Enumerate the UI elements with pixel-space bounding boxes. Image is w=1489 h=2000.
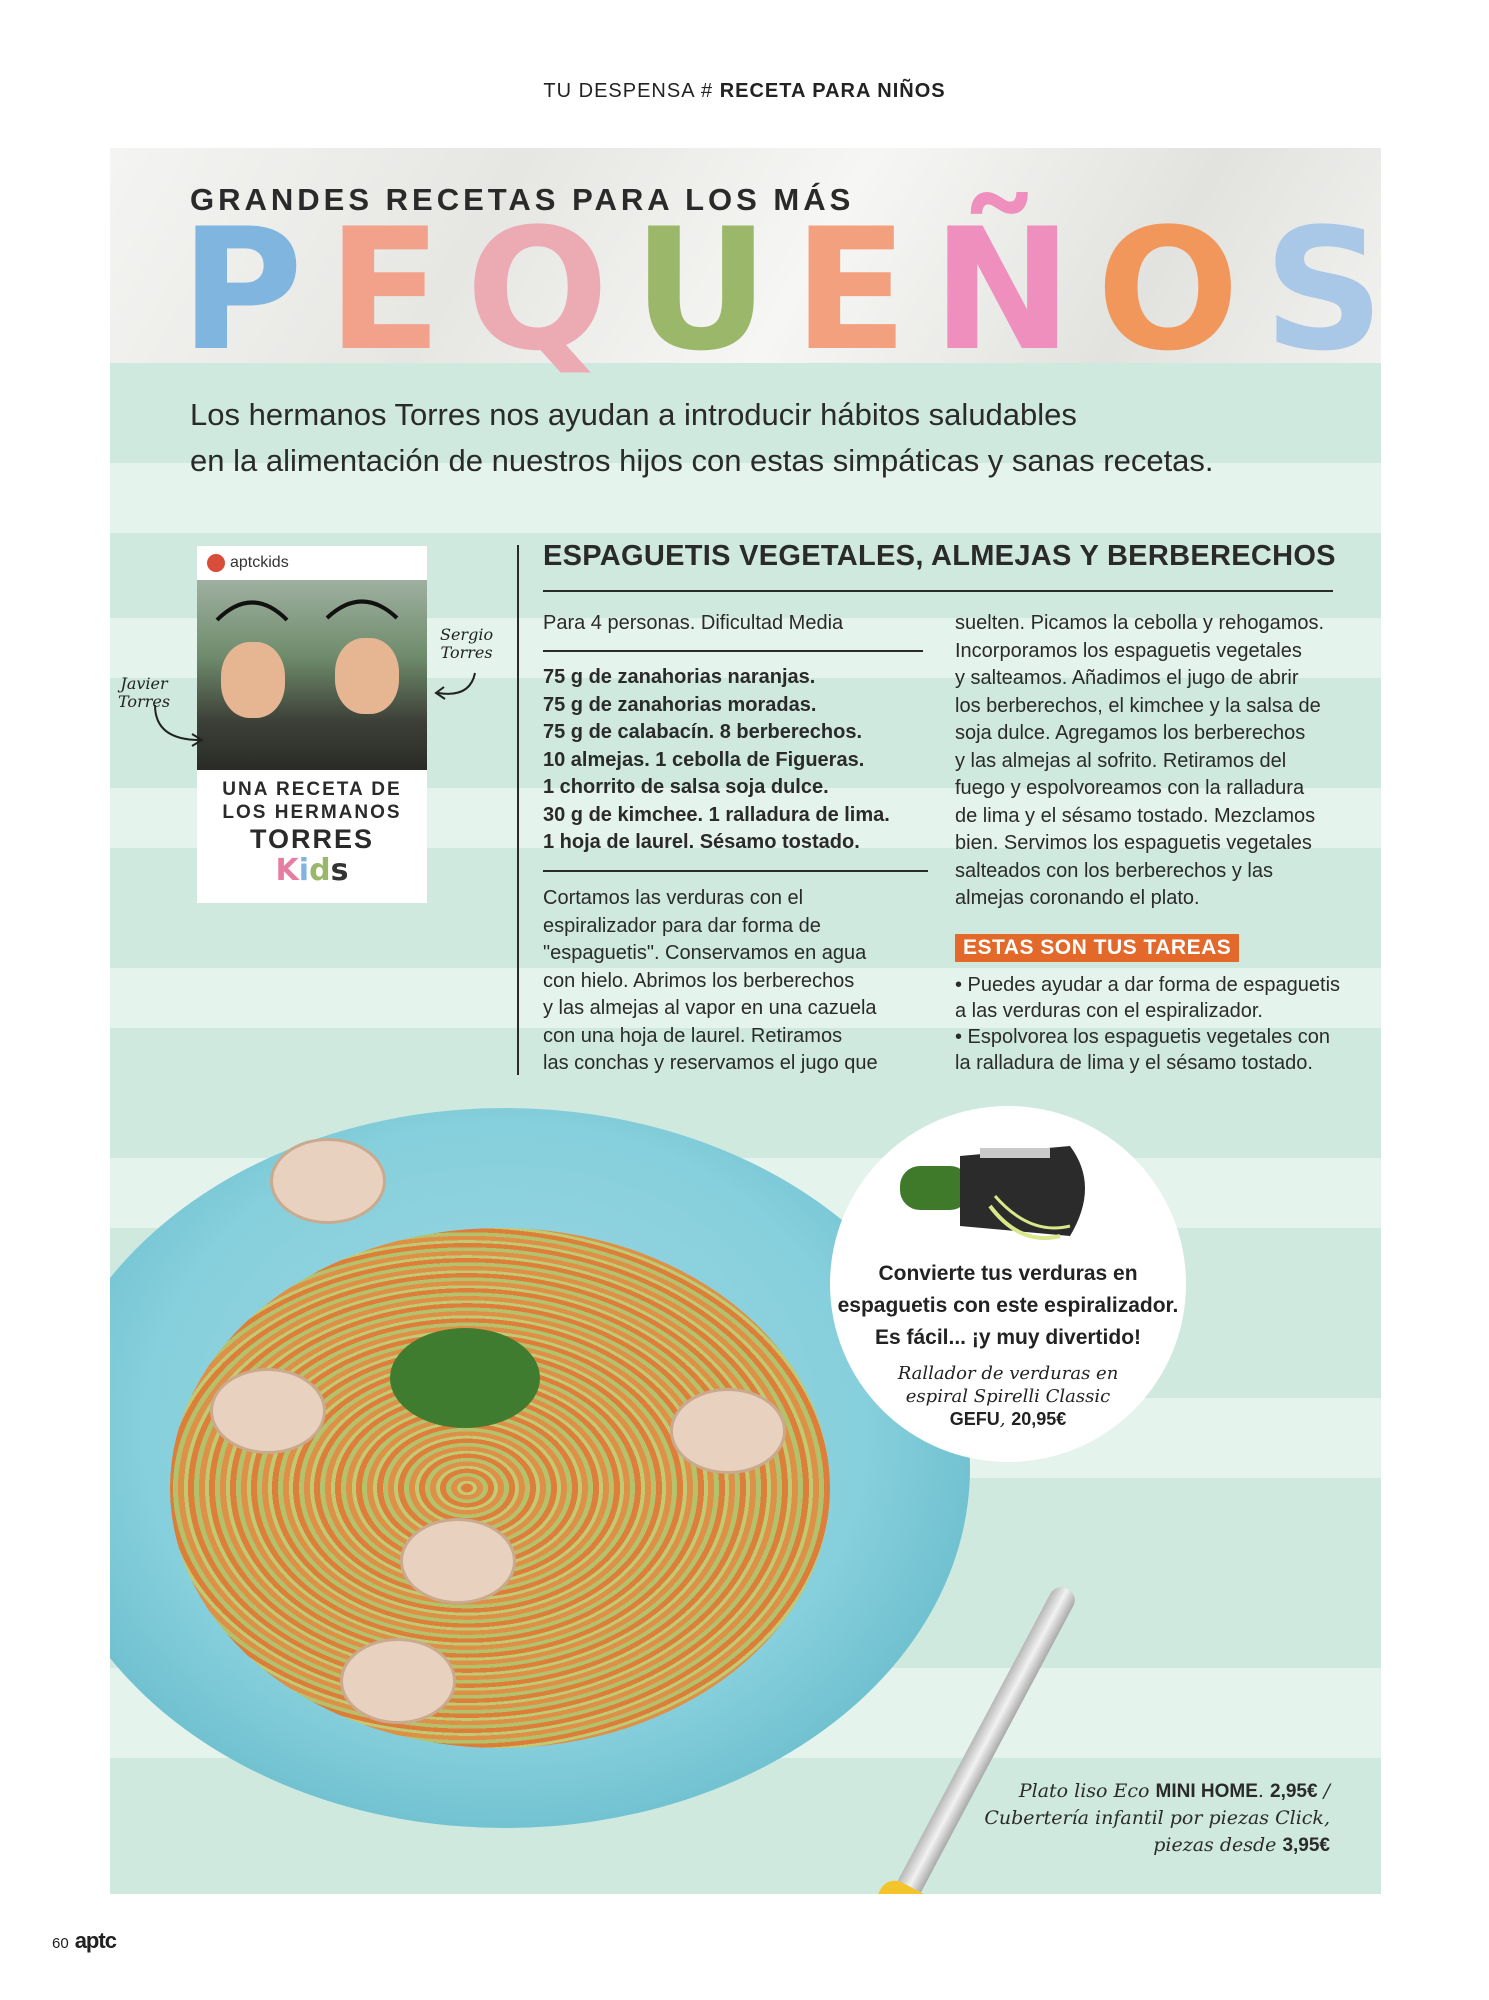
arrow-icon	[430, 668, 480, 708]
title-letter: P	[180, 192, 304, 388]
page-header	[0, 80, 1489, 103]
page-footer	[52, 1928, 116, 1954]
kids-letter: d	[309, 853, 331, 888]
step-line: de lima y el sésamo tostado. Mezclamos	[955, 804, 1316, 827]
divider	[543, 870, 928, 872]
caption-line: Cubertería infantil por piezas Click,	[984, 1807, 1330, 1829]
clam	[210, 1368, 326, 1454]
price: 20,95€	[1011, 1409, 1067, 1429]
servings: Para 4 personas. Dificultad Media	[543, 612, 844, 634]
title-letter: E	[327, 192, 442, 388]
title-letter: S	[1263, 192, 1385, 388]
aptc-logo-icon	[207, 554, 225, 572]
step-line: y las almejas al vapor en una cazuela	[543, 997, 877, 1019]
steps-column-1	[543, 885, 923, 1078]
divider	[543, 590, 1333, 592]
step-line: las conchas y reservamos el jugo que	[543, 1052, 878, 1074]
task-line: • Puedes ayudar a dar forma de espaguetis	[955, 974, 1341, 996]
note-line: Torres	[440, 643, 493, 662]
sergio-note	[440, 626, 493, 662]
promo-line: Es fácil... ¡y muy divertido!	[874, 1326, 1142, 1349]
tasks-list	[955, 972, 1355, 1076]
torres-kids-card	[197, 546, 427, 903]
step-line: con una hoja de laurel. Retiramos	[543, 1024, 843, 1047]
ingredient-item: 75 g de zanahorias naranjas.	[543, 666, 816, 688]
kids-letter: K	[275, 853, 299, 888]
note-line: Torres	[118, 692, 171, 711]
price: 3,95€	[1282, 1835, 1330, 1856]
brand: GEFU	[949, 1409, 1000, 1429]
step-line: y salteamos. Añadimos el jugo de abrir	[955, 667, 1299, 689]
step-line: bien. Servimos los espaguetis vegetales	[955, 832, 1312, 854]
ingredient-item: 1 hoja de laurel. Sésamo tostado.	[543, 831, 860, 853]
logo-text: aptckids	[230, 554, 289, 572]
step-line: los berberechos, el kimchee y la salsa de	[955, 694, 1321, 717]
drawn-horns-icon	[197, 580, 427, 770]
ingredient-item: 75 g de zanahorias moradas.	[543, 693, 817, 716]
card-caption	[197, 778, 427, 888]
title-letter: Q	[465, 192, 609, 388]
hero-subtitle: GRANDES RECETAS PARA LOS MÁS	[190, 182, 855, 217]
step-line: con hielo. Abrimos los berberechos	[543, 969, 855, 992]
clam	[670, 1388, 786, 1474]
caption-text: /	[1317, 1780, 1330, 1802]
intro-line: en la alimentación de nuestros hijos con estas simpáticas y sanas recetas.	[190, 443, 1214, 478]
divider	[543, 650, 923, 652]
step-line: soja dulce. Agregamos los berberechos	[955, 722, 1306, 744]
ingredient-item: 30 g de kimchee. 1 ralladura de lima.	[543, 803, 890, 826]
tasks-heading: ESTAS SON TUS TAREAS	[955, 934, 1239, 962]
aptckids-logo	[207, 554, 289, 572]
title-letter: E	[793, 192, 908, 388]
vegetable-spaghetti	[170, 1228, 830, 1748]
step-line: Cortamos las verduras con el	[543, 887, 804, 909]
card-line: UNA RECETA DE	[222, 779, 402, 800]
spiralizer-promo	[830, 1106, 1186, 1462]
card-line: LOS HERMANOS	[222, 802, 402, 823]
caption-text: Plato liso Eco	[1018, 1780, 1156, 1802]
promo-text	[830, 1258, 1186, 1354]
magazine-logo: aptc	[74, 1928, 116, 1953]
brand: MINI HOME	[1155, 1781, 1258, 1802]
kids-letter: i	[298, 853, 310, 888]
steps-column-2	[955, 610, 1345, 913]
caption-line	[960, 1778, 1330, 1805]
brothers-photo	[197, 580, 427, 770]
step-line: fuego y espolvoreamos con la ralladura	[955, 777, 1305, 799]
promo-line: Convierte tus verduras en	[878, 1262, 1138, 1285]
note-line: Sergio	[440, 625, 494, 644]
header-category: RECETA PARA NIÑOS	[719, 80, 946, 102]
step-line: espiralizador para dar forma de	[543, 914, 821, 937]
caption-price: GEFU, 20,95€	[949, 1409, 1067, 1430]
clam	[400, 1518, 516, 1604]
step-line: suelten. Picamos la cebolla y rehogamos.	[955, 612, 1325, 634]
task-line: • Espolvorea los espaguetis vegetales con	[955, 1026, 1331, 1048]
divider	[517, 545, 519, 1075]
caption-line: espiral Spirelli Classic	[905, 1386, 1111, 1407]
title-letter: O	[1096, 192, 1240, 388]
task-line: la ralladura de lima y el sésamo tostado.	[955, 1052, 1313, 1074]
kids-letter: s	[330, 853, 349, 888]
step-line: "espaguetis". Conservamos en agua	[543, 942, 867, 964]
promo-line: espaguetis con este espiralizador.	[837, 1294, 1179, 1317]
promo-caption	[830, 1362, 1186, 1431]
card-torres: TORRES	[249, 824, 375, 854]
intro-line: Los hermanos Torres nos ayudan a introducir hábitos saludables	[190, 397, 1077, 432]
step-line: salteados con los berberechos y las	[955, 859, 1273, 882]
note-line: Javier	[120, 674, 168, 693]
caption-text: piezas desde	[1153, 1834, 1283, 1856]
ingredient-list	[543, 664, 923, 857]
plate-caption	[960, 1778, 1330, 1859]
fork-handle	[822, 1875, 967, 1894]
intro-text	[190, 392, 1330, 484]
arrow-icon	[150, 700, 210, 750]
coriander-garnish	[390, 1328, 540, 1428]
clam	[340, 1638, 456, 1724]
card-kids	[197, 854, 427, 888]
recipe-title: ESPAGUETIS VEGETALES, ALMEJAS Y BERBERECHOS	[543, 540, 1336, 572]
page-number: 60	[52, 1935, 69, 1952]
step-line: y las almejas al sofrito. Retiramos del	[955, 749, 1287, 772]
task-line: a las verduras con el espiralizador.	[955, 1000, 1263, 1022]
title-letter: Ñ	[931, 192, 1073, 388]
step-line: almejas coronando el plato.	[955, 887, 1200, 909]
clam	[270, 1138, 386, 1224]
price: 2,95€	[1270, 1781, 1318, 1802]
header-section: TU DESPENSA #	[543, 80, 714, 102]
caption-line: Rallador de verduras en	[897, 1363, 1119, 1384]
step-line: Incorporamos los espaguetis vegetales	[955, 639, 1302, 662]
ingredient-item: 75 g de calabacín. 8 berberechos.	[543, 721, 863, 743]
caption-text: .	[1257, 1780, 1270, 1802]
ingredient-item: 10 almejas. 1 cebolla de Figueras.	[543, 748, 865, 771]
caption-line	[960, 1832, 1330, 1859]
title-letter: U	[632, 192, 770, 388]
spiralizer-icon	[900, 1136, 1110, 1246]
ingredient-item: 1 chorrito de salsa soja dulce.	[543, 776, 829, 798]
